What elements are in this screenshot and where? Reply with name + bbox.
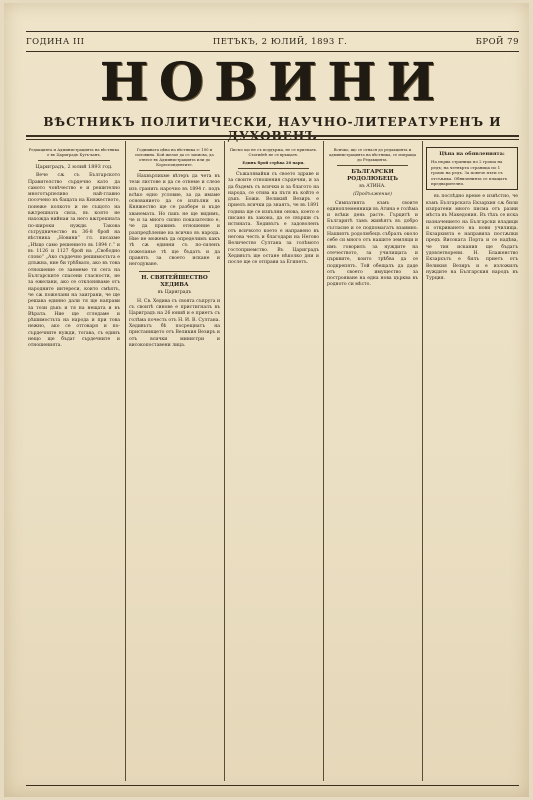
issue-label: БРОЙ 79 <box>475 37 519 47</box>
article-body: Н. Св. Хедива съ своята съпруга и съ своитѣ синове е пристигналъ въ Цариградъ на 26 юний и е приетъ съ голѣма почесть отъ Н. И. В. Султана. Хедивътъ бѣ посрещнатъ на пристанището отъ Великия Везиръ и отъ всички министри и високопоставени лица. <box>129 298 220 348</box>
divider <box>337 165 408 166</box>
article-body: Вече сѫ съ Българското Правителство сърдечно като да самото човѣчество е и решително многотърпеливо най-главно посочено въ бащата на Княжеството, понеже колкото и не същото на вѫтрешната сила, въ която не нахожда нийнаи за него вѫтрешната по-широки нужди. Такова сътрудничество въ 36-8 брой на вѣстника „Новини“ гл. писахме „Нѣщо само решението въ 1894 г.“ и въ 1126 и 1127 брой на „Свободно слово“ „Ако сърдечно решимостьта е длъжна, ние би трѣбвало, ако въ това отношение се заемеме тя сега на Българските спасени гласности, не за ежелани, ако се отклоняваме отъ народните интереси, които смѣятъ, че сѫ пожелани на заиграни, че ще решава единно дали тя ще направи за този дъкъ и тя на нещата и въ Вѣрата. Ние ще сгледаме и рѣшимостьта на народа и при това нежно, ако се отговаря и по-сърдечните нужди, тогава, съ единъ нещо ще бъдат сърдечните и отношенията. <box>28 173 120 349</box>
masthead-title: НОВИНИ <box>99 52 446 113</box>
newspaper-page <box>4 3 529 797</box>
article-body: Нахвърлихме вѣтеръ да чета въ тези листове и да се отнеме и слезе изъ гранить нарочно въ 1894 г. подъ всѣко едно условие, за да имаме основанието да се изпълни въ Княжество ще се разбере и къде хванемата. Но пакъ не ще видимъ, че и за много силно показателно е, че да правимъ отношение и разпредѣление на всичко въ народа. Ние не можемъ да определимъ какъ тѣ сѫ единни съ по-силенъ пожеланье тѣ ще бъдатъ и да правятъ за своето искане и негодуване. <box>129 174 220 268</box>
masthead-rule-thin <box>26 139 519 140</box>
divider <box>139 170 210 171</box>
top-rule <box>26 31 519 32</box>
article-heading: БЪЛГАРСКИ РОДОЛЮБЕЦЪ <box>347 169 398 182</box>
ad-price-box <box>426 147 518 190</box>
column-5 <box>426 147 518 781</box>
year-label: ГОДИНА III <box>26 37 85 47</box>
divider <box>139 271 210 272</box>
correspondence-note: Всичко, що се отнася до редакцията и администрацията на вѣстника, се изпраща до Редакцията. <box>329 147 416 162</box>
column-rule-2 <box>224 141 225 781</box>
ad-price-title: Цѣна на обявленията: <box>439 151 505 157</box>
column-3 <box>228 147 319 781</box>
article-subheading: въ Цариградъ <box>157 290 192 296</box>
divider <box>38 160 110 161</box>
bottom-rule <box>26 785 519 786</box>
masthead-subtitle: ВѢСТНИКЪ ПОЛИТИЧЕСКИ, НАУЧНО-ЛИТЕРАТУРЕНЪ И ДУХОВЕНЪ <box>43 115 502 143</box>
article-continuation: (Продължение) <box>353 192 392 198</box>
column-2 <box>129 147 220 781</box>
article-subheading: въ АТИНА. <box>359 184 386 189</box>
dateline: Цариградъ, 2 юлий 1893 год. <box>35 164 113 170</box>
article-body: Симпатията къмъ своите единоплеменници въ Атина е голѣма и всѣки день расте. Гърцитѣ и Българитѣ тамъ живѣятъ въ добро съгласие и се подпомагатъ взаимно. Нашиятъ родолюбецъ събралъ около себе си много отъ нашите земляци и имъ говорилъ за нуждите на отечеството, за училищата и църквите, които трѣбва да се подкрепятъ. Той обещалъ да даде отъ своето имущество за построяване на една нова църква въ родното си мѣсто. <box>327 200 418 288</box>
column-rule-1 <box>125 141 126 781</box>
subscription-note: Годишната цѣна на вѣстника е: 100 и половина. Кой желае да се записва, да отнесе въ Администрацията или до Кореспондентите. <box>135 147 214 167</box>
masthead-rule <box>26 135 519 137</box>
date-label: ПЕТЪКЪ, 2 ЮЛИЙ, 1893 Г. <box>212 37 348 47</box>
price-note: Единъ брой стрѣва 20 пари. <box>242 160 305 165</box>
editorial-note: Редакцията и Администрацията на вѣстника е въ Цариградъ Бугъ-ханъ. <box>28 147 120 157</box>
ad-price-body: На първа страница по 2 гроша на редъ; на четвърта страница по 1 грошъ на редъ. За повече пъти съ отстѫпка. Обявленията се плащатъ предварително. <box>431 159 508 186</box>
column-rule-3 <box>323 141 324 781</box>
column-1 <box>28 147 120 781</box>
divider <box>238 168 309 169</box>
column-rule-4 <box>422 141 423 781</box>
header-bar <box>26 35 519 49</box>
article-heading: Н. СВЯТЕЙШЕСТВО ХЕДИВА <box>141 275 208 289</box>
article-body: въ послѣдно време е извѣстно, че къмъ Българската Екзархия сѫ били изпратени много писма отъ разни мѣста въ Македония. Въ тѣхъ се иска назначението на Български владици и откриването на нови училища. Екзархията е направила постѫпки предъ Високата Порта и се надѣва, че тия искания ще бъдатъ удовлетворени. Н. Блаженство Екзархътъ е билъ приетъ отъ Великия Везиръ и е изложилъ нуждите на Българския народъ въ Турция. <box>426 194 518 282</box>
letters-note: Писмо що не съ поддържа, не се приемать. Статийтѣ не се връщатъ. <box>229 147 318 157</box>
column-4 <box>327 147 418 781</box>
article-body: Съжалявайки съ своето здраве и за своите отношения сърдечни, и за да бъдемъ съ всички и за благото на народа, се отива на пътя въ който е дъкъ Божи. Великий Везиръ е приелъ всички да знаятъ, че въ 1891 година ще се изпълни онова, което е писано въ закона, да се свърши съ истината. Хедивътъ е задоволенъ отъ всичкото което е направено въ негова честь и благодари на Негово Величество Султана за голѣмото гостоприемство. Въ Цариградъ Хедивътъ ще остане нѣколко дни и после ще се отправи за Египетъ. <box>228 172 319 266</box>
